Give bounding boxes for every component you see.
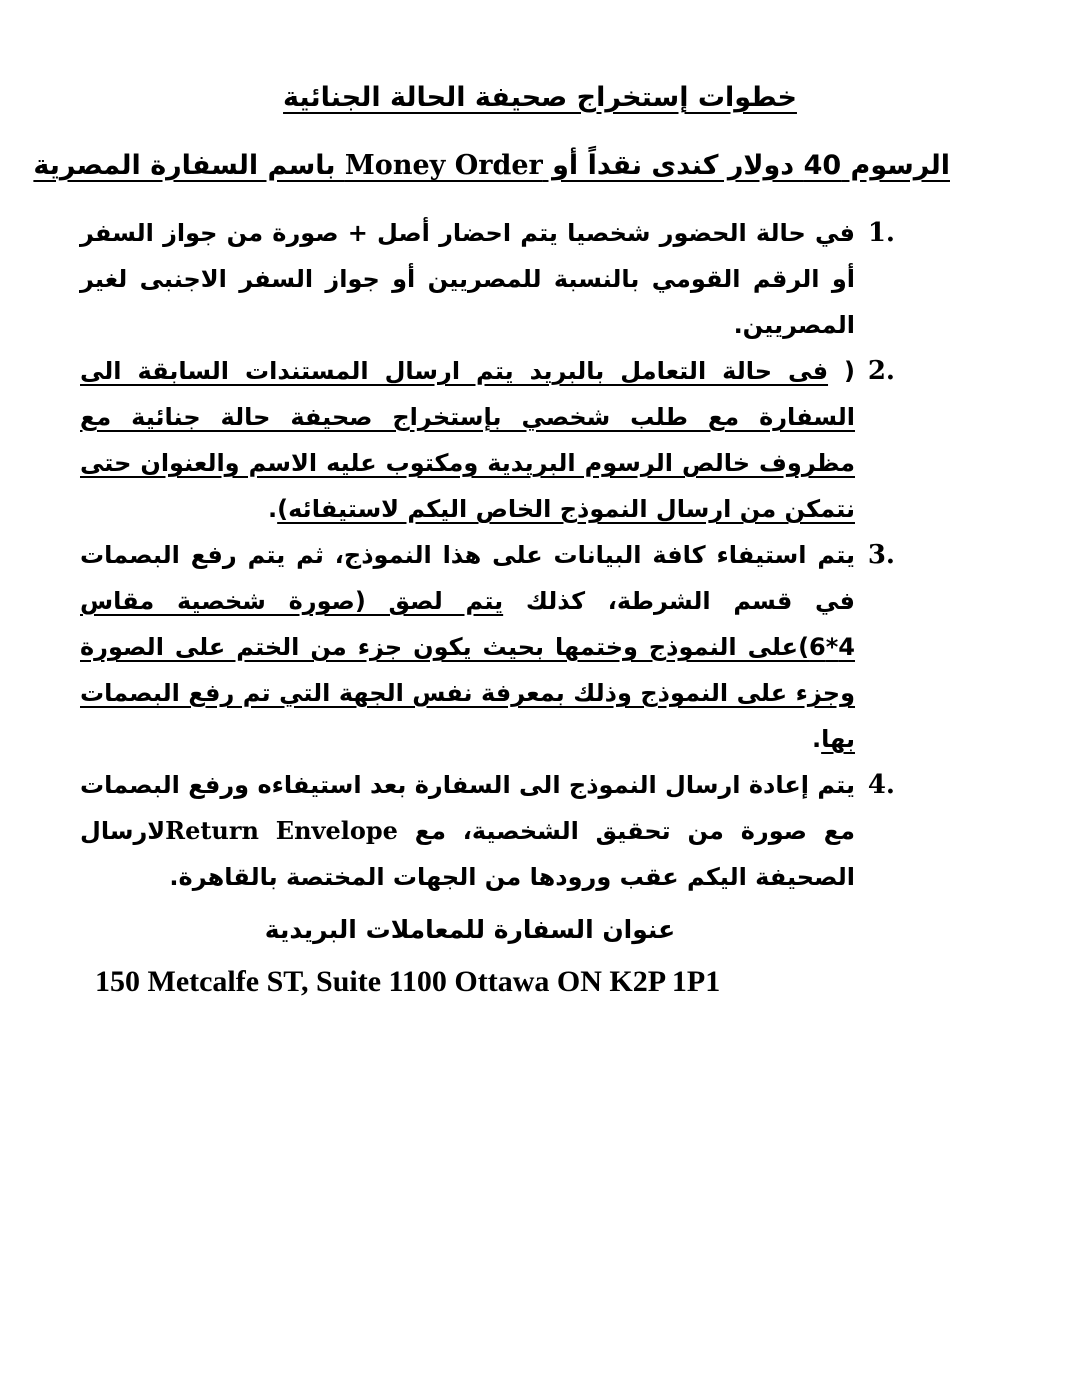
step-text-end: لارسال الصحيفة اليكم عقب ورودها من الجهات المختصة بالقاهرة. bbox=[80, 817, 855, 891]
step-item-1 bbox=[80, 210, 895, 348]
fees-text-end: باسم السفارة المصرية bbox=[33, 150, 345, 181]
step-number: 1. bbox=[867, 218, 895, 248]
step-underlined-text: يتم لصق (صورة شخصية مقاس 4*6)على النموذج وختمها بحيث يكون جزء من الختم على الصورة وجزء على النموذج وذلك بمعرفة نفس الجهة التي تم رفع البصمات بها bbox=[80, 587, 855, 753]
fees-line bbox=[33, 150, 950, 181]
step-text: يتم استيفاء كافة البيانات على هذا النموذج، ثم يتم رفع البصمات في قسم الشرطة، كذلك bbox=[80, 541, 855, 615]
step-number: 3. bbox=[867, 540, 895, 570]
step-item-3 bbox=[80, 532, 895, 762]
step-suffix: . bbox=[268, 495, 278, 523]
step-item-4 bbox=[80, 762, 895, 900]
step-number: 4. bbox=[867, 770, 895, 800]
step-underlined-text: فى حالة التعامل بالبريد يتم ارسال المستندات السابقة الى السفارة مع طلب شخصي بإستخراج صحيفة حالة جنائية مع مظروف خالص الرسوم البريدية ومكتوب عليه الاسم والعنوان حتى نتمكن من ارسال النموذج الخاص اليكم لاستيفائه) bbox=[80, 357, 855, 523]
step-number: 2. bbox=[867, 356, 895, 386]
step-item-2 bbox=[80, 348, 895, 532]
step-text: في حالة الحضور شخصيا يتم احضار أصل + صورة من جواز السفر أو الرقم القومي بالنسبة للمصريين أو جواز السفر الاجنبى لغير المصريين. bbox=[80, 219, 855, 339]
step-text-start: يتم إعادة ارسال النموذج الى السفارة بعد استيفاءه ورفع البصمات مع صورة من تحقيق الشخصية، مع bbox=[80, 771, 855, 845]
fees-text-start: الرسوم 40 دولار كندى نقداً أو bbox=[542, 150, 950, 181]
step-prefix: ( bbox=[828, 357, 855, 385]
steps-list bbox=[80, 210, 895, 900]
document-title: خطوات إستخراج صحيفة الحالة الجنائية bbox=[283, 82, 797, 113]
address-line: 150 Metcalfe ST, Suite 1100 Ottawa ON K2P 1P1 bbox=[95, 965, 721, 998]
step-suffix: . bbox=[812, 725, 822, 753]
address-heading: عنوان السفارة للمعاملات البريدية bbox=[264, 915, 676, 944]
return-envelope-text: Return Envelope bbox=[165, 816, 398, 845]
money-order-text: Money Order bbox=[344, 150, 543, 181]
